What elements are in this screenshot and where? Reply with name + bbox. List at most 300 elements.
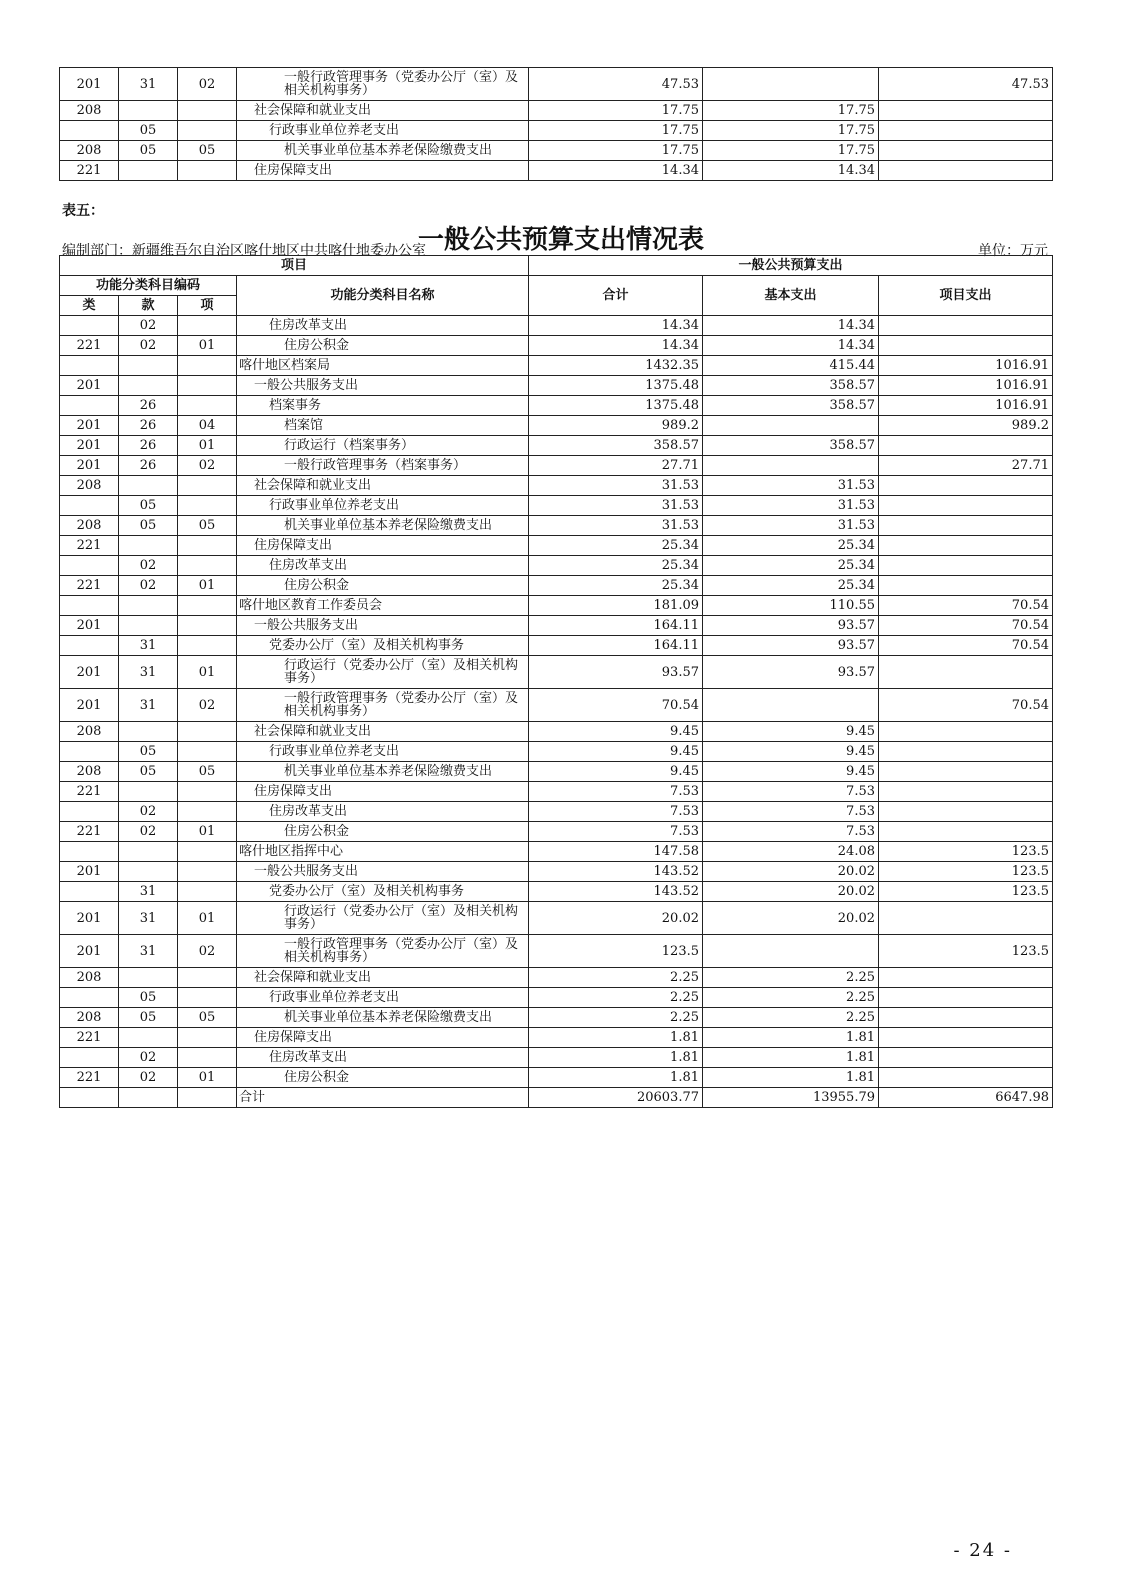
table-row	[60, 689, 1053, 722]
header-basic: 基本支出	[703, 276, 879, 316]
cell-project	[879, 516, 1053, 536]
cell-lei: 201	[60, 862, 119, 882]
table-row	[60, 742, 1053, 762]
department: 编制部门：新疆维吾尔自治区喀什地区中共喀什地委办公室	[62, 243, 426, 259]
cell-name: 喀什地区档案局	[237, 356, 529, 376]
cell-total: 1375.48	[529, 376, 703, 396]
cell-kuan: 05	[119, 988, 178, 1008]
budget-table	[59, 255, 1053, 1108]
cell-lei: 201	[60, 656, 119, 689]
cell-kuan: 26	[119, 436, 178, 456]
cell-xiang: 01	[178, 436, 237, 456]
cell-name: 档案馆	[237, 416, 529, 436]
cell-project: 70.54	[879, 596, 1053, 616]
cell-project	[879, 1048, 1053, 1068]
cell-xiang	[178, 476, 237, 496]
cell-basic: 17.75	[703, 141, 879, 161]
cell-kuan: 26	[119, 456, 178, 476]
cell-lei: 221	[60, 161, 119, 181]
cell-kuan: 26	[119, 416, 178, 436]
cell-name: 行政运行（档案事务）	[237, 436, 529, 456]
cell-kuan: 02	[119, 576, 178, 596]
table-row	[60, 476, 1053, 496]
cell-project	[879, 822, 1053, 842]
cell-name: 社会保障和就业支出	[237, 101, 529, 121]
cell-total: 123.5	[529, 935, 703, 968]
cell-xiang	[178, 376, 237, 396]
header-code: 功能分类科目编码	[60, 276, 237, 296]
cell-name: 党委办公厅（室）及相关机构事务	[237, 882, 529, 902]
cell-lei: 208	[60, 516, 119, 536]
cell-basic: 110.55	[703, 596, 879, 616]
cell-project	[879, 101, 1053, 121]
cell-basic: 9.45	[703, 742, 879, 762]
cell-name: 行政事业单位养老支出	[237, 742, 529, 762]
cell-basic: 7.53	[703, 802, 879, 822]
cell-total: 9.45	[529, 722, 703, 742]
cell-project: 123.5	[879, 935, 1053, 968]
cell-lei	[60, 316, 119, 336]
cell-basic	[703, 456, 879, 476]
cell-kuan: 05	[119, 742, 178, 762]
table-row	[60, 556, 1053, 576]
cell-kuan: 02	[119, 316, 178, 336]
cell-kuan	[119, 1028, 178, 1048]
cell-kuan: 02	[119, 802, 178, 822]
cell-xiang	[178, 802, 237, 822]
table-row	[60, 656, 1053, 689]
table-row	[60, 1048, 1053, 1068]
cell-xiang	[178, 161, 237, 181]
cell-kuan: 05	[119, 121, 178, 141]
cell-basic: 1.81	[703, 1028, 879, 1048]
table-row	[60, 496, 1053, 516]
cell-project	[879, 336, 1053, 356]
cell-project: 1016.91	[879, 356, 1053, 376]
cell-basic: 2.25	[703, 968, 879, 988]
cell-name: 住房公积金	[237, 1068, 529, 1088]
cell-basic: 17.75	[703, 101, 879, 121]
cell-total: 1375.48	[529, 396, 703, 416]
cell-project: 47.53	[879, 68, 1053, 101]
cell-lei	[60, 988, 119, 1008]
cell-project	[879, 1008, 1053, 1028]
cell-total: 31.53	[529, 516, 703, 536]
cell-name: 行政事业单位养老支出	[237, 496, 529, 516]
cell-name: 机关事业单位基本养老保险缴费支出	[237, 762, 529, 782]
cell-xiang: 04	[178, 416, 237, 436]
cell-total: 147.58	[529, 842, 703, 862]
cell-xiang: 01	[178, 902, 237, 935]
cell-project	[879, 496, 1053, 516]
cell-lei	[60, 882, 119, 902]
cell-lei: 208	[60, 101, 119, 121]
cell-xiang	[178, 596, 237, 616]
cell-name: 行政事业单位养老支出	[237, 121, 529, 141]
cell-total: 17.75	[529, 141, 703, 161]
cell-total: 143.52	[529, 882, 703, 902]
cell-total: 2.25	[529, 1008, 703, 1028]
cell-basic: 7.53	[703, 822, 879, 842]
cell-kuan: 02	[119, 556, 178, 576]
cell-basic: 93.57	[703, 616, 879, 636]
cell-project: 989.2	[879, 416, 1053, 436]
cell-project	[879, 968, 1053, 988]
table-row	[60, 762, 1053, 782]
cell-name: 党委办公厅（室）及相关机构事务	[237, 636, 529, 656]
cell-kuan	[119, 376, 178, 396]
cell-lei	[60, 396, 119, 416]
cell-kuan: 31	[119, 882, 178, 902]
cell-total: 25.34	[529, 556, 703, 576]
table-row	[60, 782, 1053, 802]
cell-lei	[60, 742, 119, 762]
page-number: - 24 -	[953, 1540, 1012, 1561]
cell-name: 一般行政管理事务（党委办公厅（室）及相关机构事务）	[237, 68, 529, 101]
cell-total: 7.53	[529, 802, 703, 822]
cell-name: 一般行政管理事务（党委办公厅（室）及相关机构事务）	[237, 689, 529, 722]
table-row	[60, 722, 1053, 742]
cell-lei: 208	[60, 762, 119, 782]
cell-xiang: 05	[178, 516, 237, 536]
table-row	[60, 1088, 1053, 1108]
cell-name: 住房改革支出	[237, 802, 529, 822]
cell-lei	[60, 842, 119, 862]
header-kuan: 款	[119, 296, 178, 316]
cell-project: 70.54	[879, 636, 1053, 656]
cell-project: 70.54	[879, 616, 1053, 636]
cell-lei: 208	[60, 141, 119, 161]
cell-lei: 201	[60, 376, 119, 396]
unit-label: 单位：万元	[978, 243, 1048, 259]
cell-total: 989.2	[529, 416, 703, 436]
cell-name: 喀什地区教育工作委员会	[237, 596, 529, 616]
cell-basic: 14.34	[703, 336, 879, 356]
cell-name: 住房公积金	[237, 576, 529, 596]
cell-total: 9.45	[529, 742, 703, 762]
cell-basic: 93.57	[703, 656, 879, 689]
cell-name: 住房保障支出	[237, 536, 529, 556]
table-row	[60, 596, 1053, 616]
cell-xiang: 01	[178, 1068, 237, 1088]
cell-basic: 2.25	[703, 1008, 879, 1028]
table-row	[60, 1068, 1053, 1088]
cell-kuan: 05	[119, 141, 178, 161]
table-row	[60, 822, 1053, 842]
cell-total: 358.57	[529, 436, 703, 456]
cell-project	[879, 762, 1053, 782]
cell-xiang	[178, 862, 237, 882]
table-row	[60, 396, 1053, 416]
cell-kuan: 31	[119, 656, 178, 689]
cell-total: 17.75	[529, 121, 703, 141]
cell-basic: 2.25	[703, 988, 879, 1008]
cell-xiang: 05	[178, 762, 237, 782]
cell-kuan	[119, 536, 178, 556]
table-row	[60, 636, 1053, 656]
cell-project	[879, 722, 1053, 742]
cell-basic: 31.53	[703, 476, 879, 496]
cell-lei: 221	[60, 1068, 119, 1088]
cell-project	[879, 742, 1053, 762]
cell-xiang	[178, 988, 237, 1008]
cell-lei: 201	[60, 456, 119, 476]
cell-name: 一般公共服务支出	[237, 616, 529, 636]
cell-total: 25.34	[529, 536, 703, 556]
cell-kuan: 02	[119, 822, 178, 842]
cell-xiang	[178, 536, 237, 556]
cell-name: 合计	[237, 1088, 529, 1108]
table-row	[60, 336, 1053, 356]
table-row	[60, 1008, 1053, 1028]
cell-basic	[703, 416, 879, 436]
cell-project	[879, 436, 1053, 456]
cell-name: 住房改革支出	[237, 316, 529, 336]
cell-lei: 208	[60, 476, 119, 496]
cell-xiang: 02	[178, 935, 237, 968]
table-row	[60, 436, 1053, 456]
cell-project: 123.5	[879, 882, 1053, 902]
cell-project	[879, 782, 1053, 802]
cell-basic: 358.57	[703, 436, 879, 456]
cell-kuan: 02	[119, 1068, 178, 1088]
cell-lei: 201	[60, 689, 119, 722]
cell-xiang	[178, 722, 237, 742]
cell-xiang	[178, 101, 237, 121]
cell-xiang: 01	[178, 822, 237, 842]
table-row	[60, 862, 1053, 882]
cell-xiang	[178, 121, 237, 141]
cell-lei: 208	[60, 968, 119, 988]
cell-lei: 221	[60, 336, 119, 356]
cell-xiang	[178, 496, 237, 516]
cell-total: 14.34	[529, 316, 703, 336]
cell-project	[879, 576, 1053, 596]
cell-xiang	[178, 1088, 237, 1108]
header-project: 项目支出	[879, 276, 1053, 316]
table-row	[60, 882, 1053, 902]
cell-xiang	[178, 316, 237, 336]
cell-project	[879, 476, 1053, 496]
table-row	[60, 456, 1053, 476]
cell-basic: 1.81	[703, 1068, 879, 1088]
cell-kuan	[119, 356, 178, 376]
cell-xiang	[178, 556, 237, 576]
cell-total: 1.81	[529, 1048, 703, 1068]
cell-kuan	[119, 161, 178, 181]
cell-kuan: 05	[119, 1008, 178, 1028]
cell-kuan	[119, 101, 178, 121]
cell-project: 6647.98	[879, 1088, 1053, 1108]
cell-basic	[703, 935, 879, 968]
cell-kuan: 26	[119, 396, 178, 416]
cell-basic: 24.08	[703, 842, 879, 862]
table-row	[60, 935, 1053, 968]
cell-lei: 221	[60, 576, 119, 596]
cell-kuan: 02	[119, 1048, 178, 1068]
cell-basic: 25.34	[703, 536, 879, 556]
cell-xiang	[178, 616, 237, 636]
cell-xiang	[178, 1048, 237, 1068]
cell-basic: 13955.79	[703, 1088, 879, 1108]
cell-lei	[60, 802, 119, 822]
cell-xiang: 02	[178, 456, 237, 476]
cell-basic	[703, 689, 879, 722]
cell-basic: 14.34	[703, 161, 879, 181]
cell-total: 14.34	[529, 161, 703, 181]
cell-kuan	[119, 842, 178, 862]
cell-lei: 201	[60, 436, 119, 456]
cell-name: 行政运行（党委办公厅（室）及相关机构事务）	[237, 656, 529, 689]
cell-total: 25.34	[529, 576, 703, 596]
cell-kuan	[119, 862, 178, 882]
cell-project	[879, 556, 1053, 576]
cell-project: 1016.91	[879, 396, 1053, 416]
header-xiang: 项	[178, 296, 237, 316]
cell-name: 一般行政管理事务（档案事务）	[237, 456, 529, 476]
cell-name: 机关事业单位基本养老保险缴费支出	[237, 516, 529, 536]
cell-kuan: 31	[119, 68, 178, 101]
cell-basic: 7.53	[703, 782, 879, 802]
table-row	[60, 316, 1053, 336]
cell-total: 7.53	[529, 782, 703, 802]
table-row	[60, 1028, 1053, 1048]
cell-name: 社会保障和就业支出	[237, 476, 529, 496]
cell-xiang: 01	[178, 576, 237, 596]
cell-xiang	[178, 882, 237, 902]
cell-lei	[60, 636, 119, 656]
table-row	[60, 616, 1053, 636]
cell-name: 住房公积金	[237, 336, 529, 356]
cell-lei: 221	[60, 782, 119, 802]
cell-total: 20.02	[529, 902, 703, 935]
cell-total: 31.53	[529, 476, 703, 496]
table-row	[60, 121, 1053, 141]
header-lei: 类	[60, 296, 119, 316]
cell-name: 一般公共服务支出	[237, 862, 529, 882]
cell-lei: 208	[60, 1008, 119, 1028]
cell-name: 住房公积金	[237, 822, 529, 842]
cell-lei: 201	[60, 68, 119, 101]
cell-kuan: 02	[119, 336, 178, 356]
cell-project	[879, 1068, 1053, 1088]
cell-basic: 31.53	[703, 516, 879, 536]
cell-kuan: 31	[119, 902, 178, 935]
cell-project	[879, 536, 1053, 556]
table-row	[60, 516, 1053, 536]
cell-kuan	[119, 616, 178, 636]
cell-name: 住房改革支出	[237, 1048, 529, 1068]
table-row	[60, 101, 1053, 121]
cell-basic: 9.45	[703, 722, 879, 742]
cell-lei	[60, 1088, 119, 1108]
cell-basic: 31.53	[703, 496, 879, 516]
cell-lei: 201	[60, 935, 119, 968]
cell-kuan	[119, 1088, 178, 1108]
cell-lei: 201	[60, 416, 119, 436]
cell-name: 住房保障支出	[237, 1028, 529, 1048]
cell-basic: 1.81	[703, 1048, 879, 1068]
cell-name: 住房保障支出	[237, 161, 529, 181]
cell-total: 1.81	[529, 1068, 703, 1088]
cell-lei	[60, 496, 119, 516]
cell-project	[879, 902, 1053, 935]
table-row	[60, 416, 1053, 436]
cell-basic: 25.34	[703, 556, 879, 576]
cell-total: 31.53	[529, 496, 703, 516]
cell-project: 123.5	[879, 862, 1053, 882]
cell-name: 行政事业单位养老支出	[237, 988, 529, 1008]
cell-total: 7.53	[529, 822, 703, 842]
cell-lei: 201	[60, 902, 119, 935]
table-title: 一般公共预算支出情况表	[417, 225, 704, 255]
cell-lei: 221	[60, 536, 119, 556]
cell-name: 机关事业单位基本养老保险缴费支出	[237, 1008, 529, 1028]
cell-project	[879, 656, 1053, 689]
cell-project	[879, 988, 1053, 1008]
cell-name: 行政运行（党委办公厅（室）及相关机构事务）	[237, 902, 529, 935]
cell-kuan: 05	[119, 496, 178, 516]
cell-total: 143.52	[529, 862, 703, 882]
cell-lei: 221	[60, 1028, 119, 1048]
cell-kuan	[119, 476, 178, 496]
cell-kuan: 31	[119, 636, 178, 656]
cell-xiang: 02	[178, 68, 237, 101]
table-row	[60, 902, 1053, 935]
cell-basic: 20.02	[703, 902, 879, 935]
cell-total: 17.75	[529, 101, 703, 121]
cell-total: 2.25	[529, 968, 703, 988]
cell-project: 1016.91	[879, 376, 1053, 396]
cell-total: 20603.77	[529, 1088, 703, 1108]
cell-xiang	[178, 1028, 237, 1048]
table-row	[60, 68, 1053, 101]
cell-total: 9.45	[529, 762, 703, 782]
table-row	[60, 161, 1053, 181]
cell-lei: 221	[60, 822, 119, 842]
table-row	[60, 968, 1053, 988]
table-row	[60, 842, 1053, 862]
table-label: 表五：	[62, 203, 104, 219]
cell-name: 一般行政管理事务（党委办公厅（室）及相关机构事务）	[237, 935, 529, 968]
cell-xiang	[178, 842, 237, 862]
table-row	[60, 576, 1053, 596]
header-total: 合计	[529, 276, 703, 316]
table-row	[60, 802, 1053, 822]
cell-basic: 358.57	[703, 376, 879, 396]
cell-kuan: 31	[119, 935, 178, 968]
cell-basic: 9.45	[703, 762, 879, 782]
cell-name: 机关事业单位基本养老保险缴费支出	[237, 141, 529, 161]
cell-xiang: 02	[178, 689, 237, 722]
cell-total: 1432.35	[529, 356, 703, 376]
cell-kuan: 31	[119, 689, 178, 722]
cell-kuan	[119, 596, 178, 616]
continued-table	[59, 67, 1053, 181]
cell-xiang: 01	[178, 656, 237, 689]
cell-xiang: 05	[178, 1008, 237, 1028]
cell-lei	[60, 556, 119, 576]
cell-project	[879, 316, 1053, 336]
header-budget: 一般公共预算支出	[529, 256, 1053, 276]
cell-lei	[60, 596, 119, 616]
cell-name: 住房保障支出	[237, 782, 529, 802]
cell-xiang	[178, 356, 237, 376]
cell-kuan: 05	[119, 762, 178, 782]
cell-basic: 25.34	[703, 576, 879, 596]
cell-xiang	[178, 968, 237, 988]
cell-project	[879, 802, 1053, 822]
